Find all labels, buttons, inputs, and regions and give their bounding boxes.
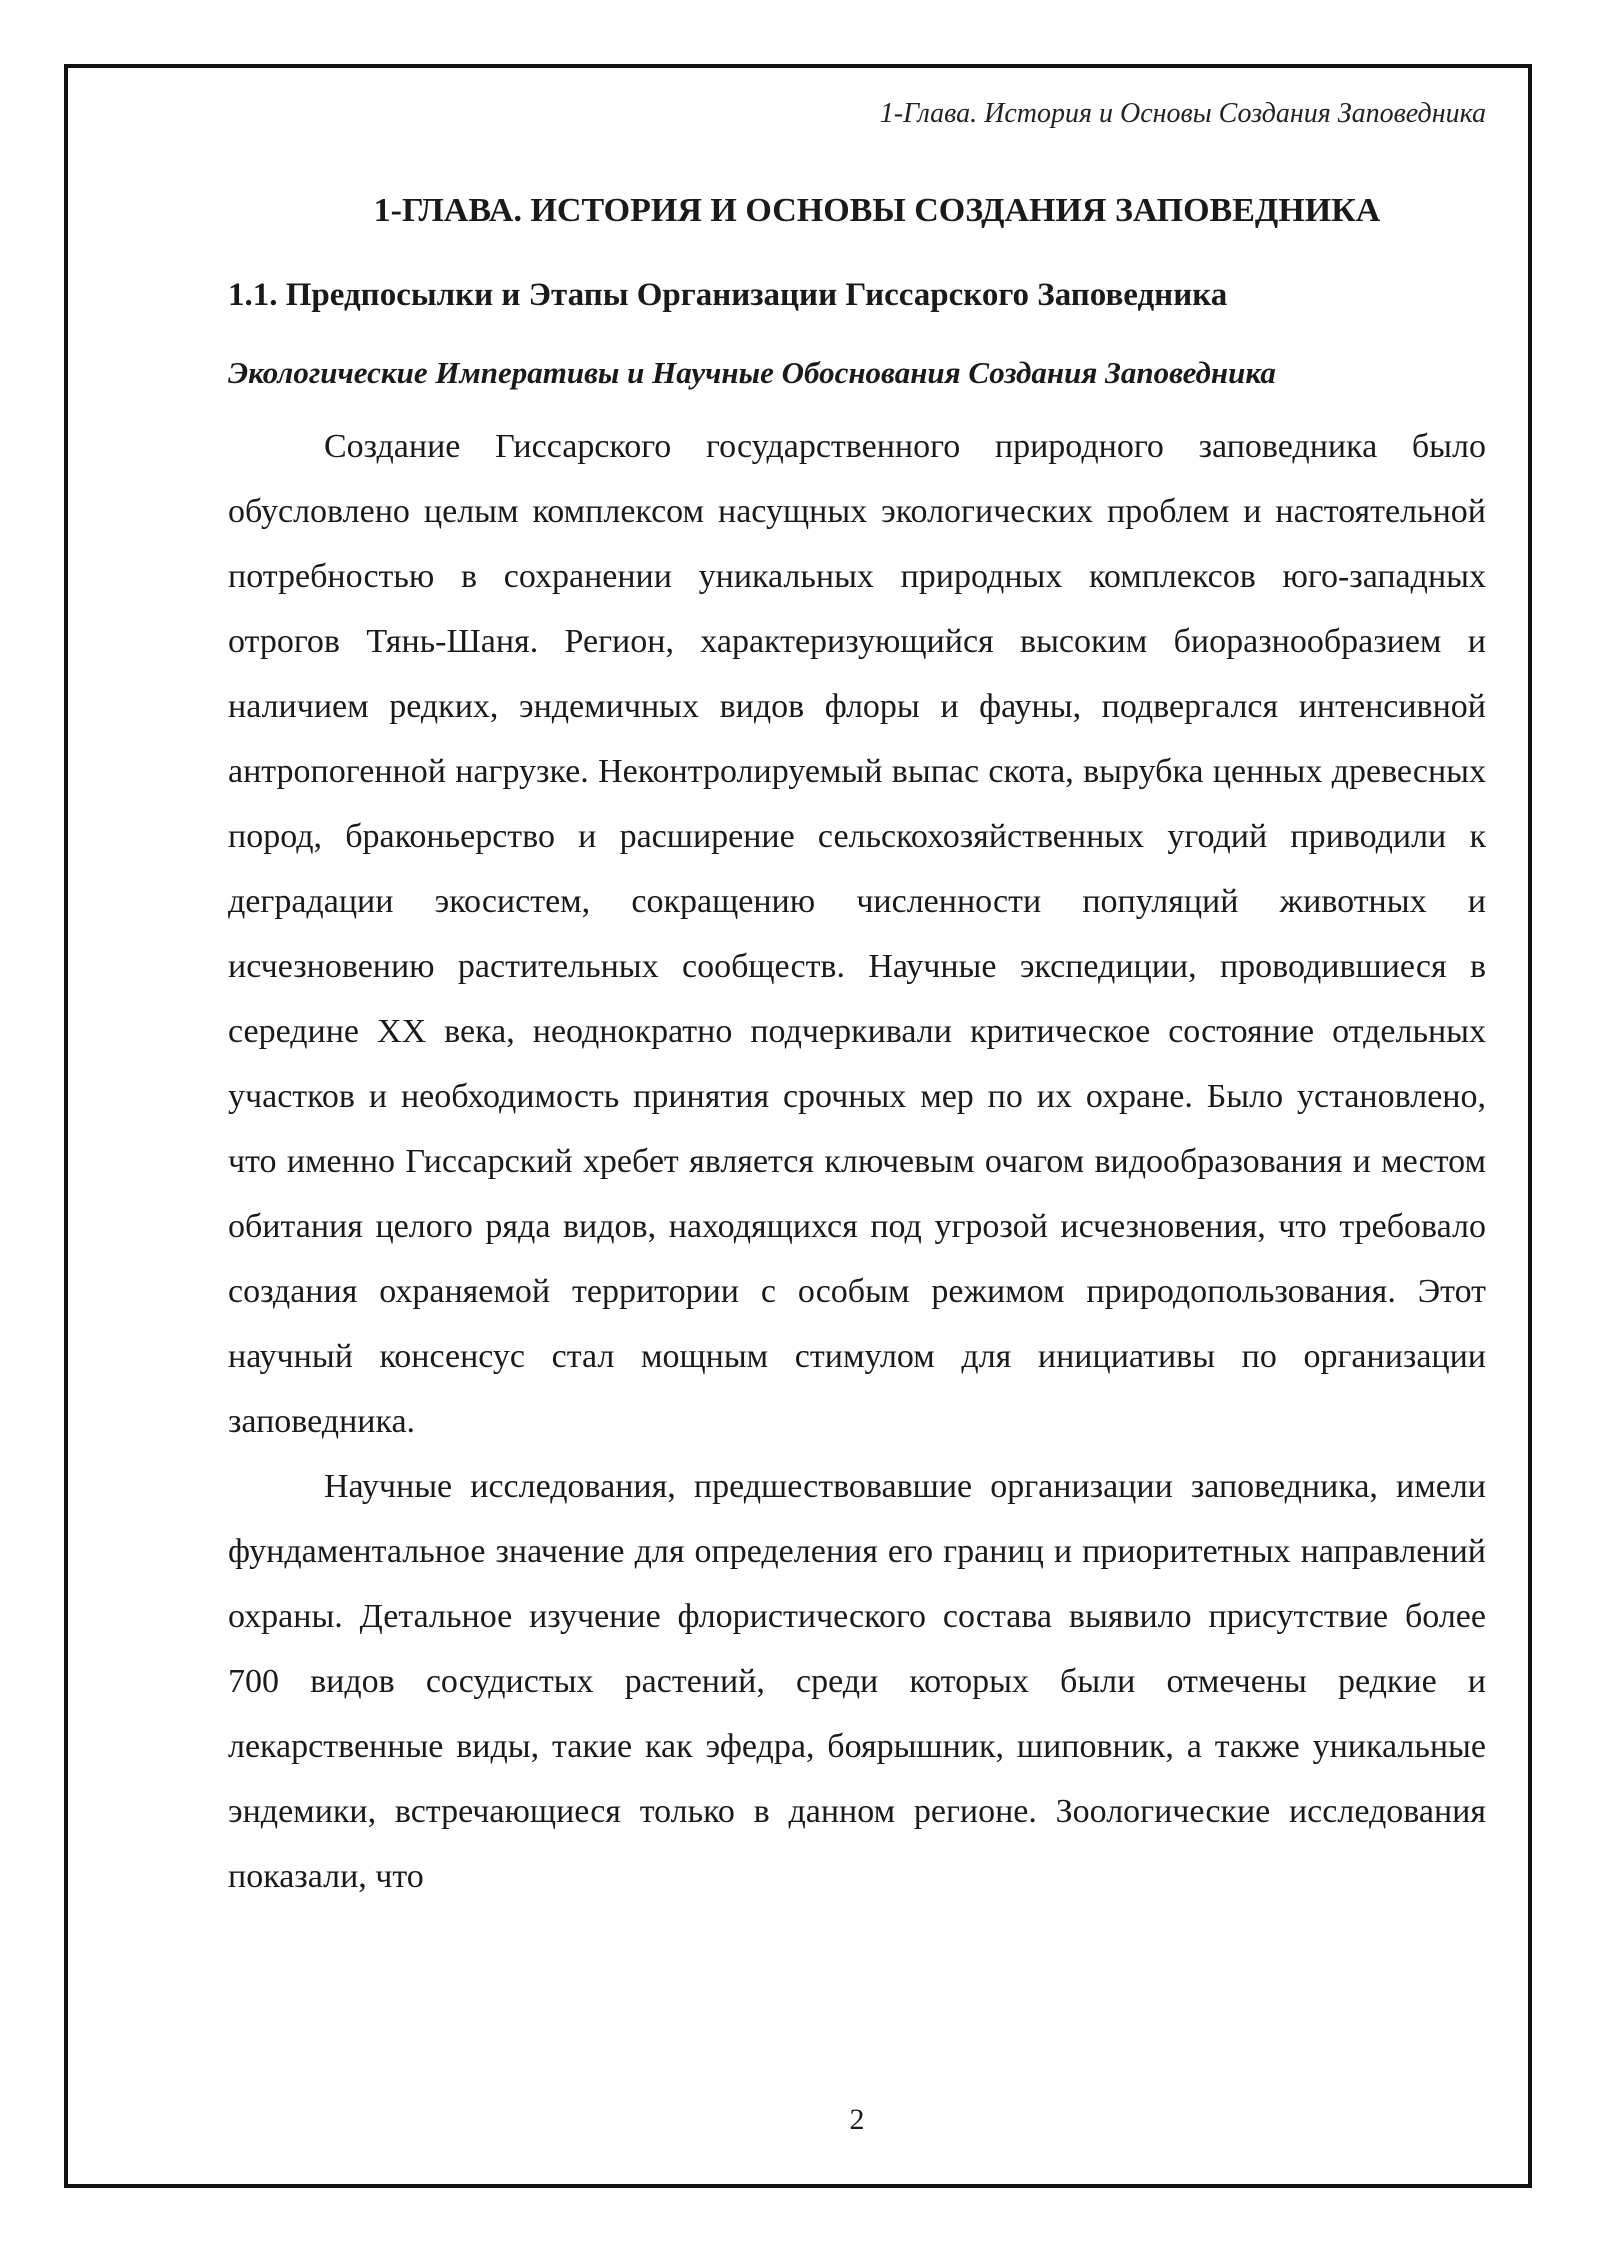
paragraph: Создание Гиссарского государственного природного заповедника было обусловлено целым комплексом насущных экологических проблем и настоятельной потребностью в сохранении уникальных природных комплексов юго-западных отрогов Тянь-Шаня. Регион, характеризующийся высоким биоразнообразием и наличием редких, эндемичных видов флоры и фауны, подвергался интенсивной антропогенной нагрузке. Неконтролируемый выпас скота, вырубка ценных древесных пород, браконьерство и расширение сельскохозяйственных угодий приводили к деградации экосистем, сокращению численности популяций животных и исчезновению растительных сообществ. Научные экспедиции, проводившиеся в середине XX века, неоднократно подчеркивали критическое состояние отдельных участков и необходимость принятия срочных мер по их охране. Было установлено, что именно Гиссарский хребет является ключевым очагом видообразования и местом обитания целого ряда видов, находящихся под угрозой исчезновения, что требовало создания охраняемой территории с особым режимом природопользования. Этот научный консенсус стал мощным стимулом для инициативы по организации заповедника. <box>228 428 1486 1440</box>
paragraph: Научные исследования, предшествовавшие организации заповедника, имели фундаментальное значение для определения его границ и приоритетных направлений охраны. Детальное изучение флористического состава выявило присутствие более 700 видов сосудистых растений, среди которых были отмечены редкие и лекарственные виды, такие как эфедра, боярышник, шиповник, а также уникальные эндемики, встречающиеся только в данном регионе. Зоологические исследования показали, что <box>228 1468 1486 1895</box>
document-body <box>228 184 1486 1909</box>
section-title: 1.1. Предпосылки и Этапы Организации Гиссарского Заповедника <box>228 277 1228 313</box>
running-header: 1-Глава. История и Основы Создания Заповедника <box>879 98 1486 129</box>
chapter-title: 1-ГЛАВА. ИСТОРИЯ И ОСНОВЫ СОЗДАНИЯ ЗАПОВЕДНИКА <box>373 192 1381 229</box>
page-number: 2 <box>849 2103 865 2136</box>
subsection-title: Экологические Императивы и Научные Обоснования Создания Заповедника <box>228 355 1276 390</box>
